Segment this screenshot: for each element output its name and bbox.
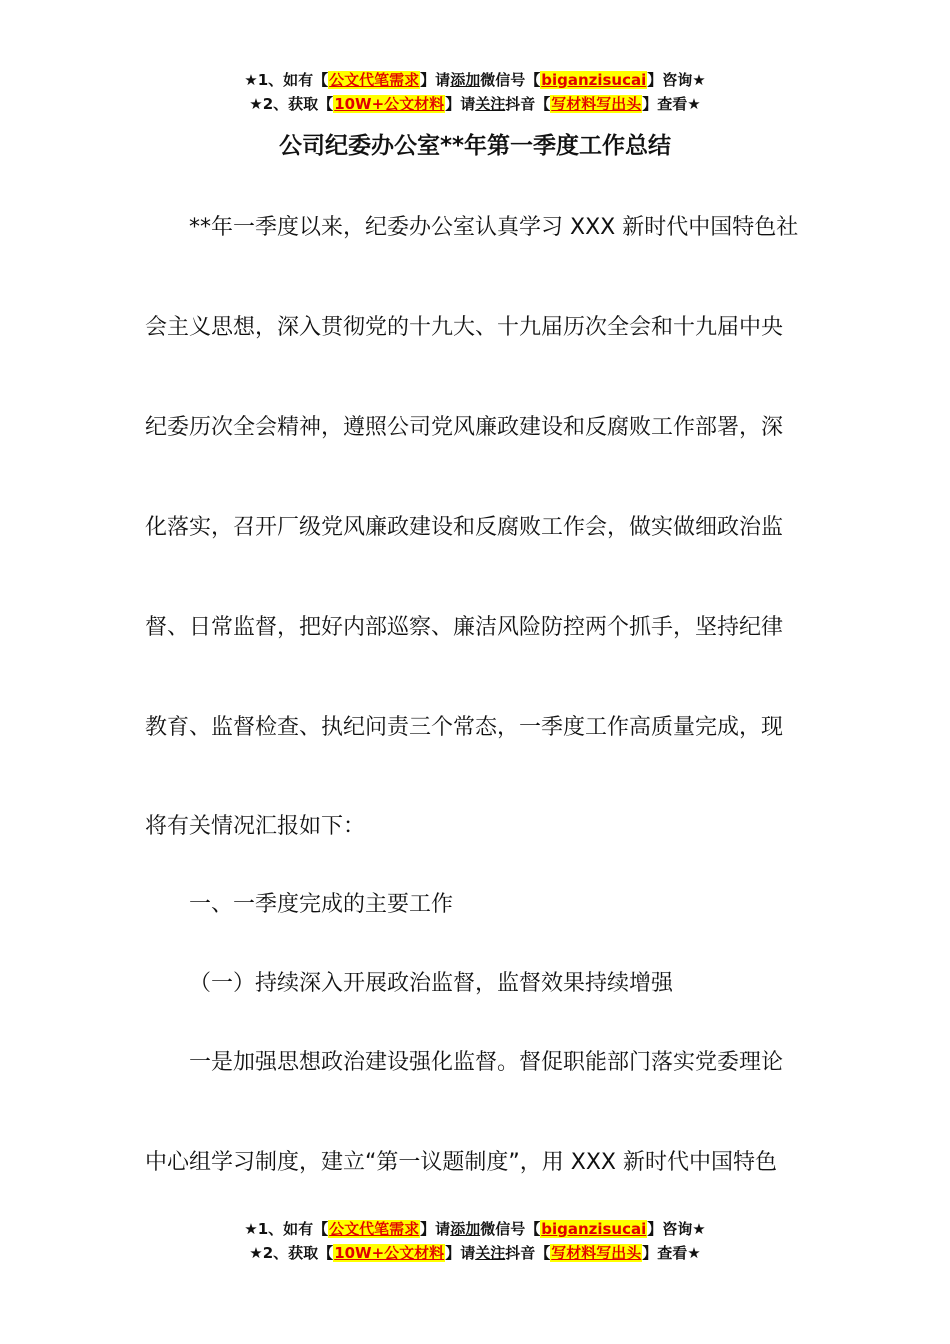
banner-line-1 [0, 1217, 950, 1241]
banner-text: 】请 [445, 95, 476, 113]
body-line: 纪委历次全会精神，遵照公司党风廉政建设和反腐败工作部署，深 [145, 415, 784, 440]
banner-text: 】咨询★ [647, 71, 706, 89]
banner-wechat-id: biganzisucai [541, 1220, 647, 1238]
banner-text: 】查看★ [642, 95, 701, 113]
banner-line-2 [0, 92, 950, 116]
banner-text: ★2、获取【 [249, 95, 334, 113]
footer-banner [0, 1217, 950, 1265]
banner-text: ★1、如有【 [244, 1220, 329, 1238]
body-line: 中心组学习制度，建立“第一议题制度”，用 XXX 新时代中国特色 [145, 1150, 777, 1175]
body-line: 一是加强思想政治建设强化监督。督促职能部门落实党委理论 [189, 1050, 784, 1075]
body-line: 督、日常监督，把好内部巡察、廉洁风险防控两个抓手，坚持纪律 [145, 615, 784, 640]
banner-wechat-id: biganzisucai [541, 71, 647, 89]
header-banner [0, 68, 950, 116]
banner-text: 微信号【 [480, 71, 541, 89]
banner-douyin-id: 写材料写出头 [551, 1244, 642, 1262]
banner-text: 微信号【 [480, 1220, 541, 1238]
banner-line-2 [0, 1241, 950, 1265]
banner-highlight: 公文代笔需求 [329, 71, 420, 89]
body-line: 将有关情况汇报如下： [145, 814, 366, 839]
banner-text: 】查看★ [642, 1244, 701, 1262]
banner-underlined: 添加 [450, 71, 481, 89]
banner-highlight: 10W+公文材料 [334, 95, 445, 113]
banner-line-1 [0, 68, 950, 92]
section-heading: 一、一季度完成的主要工作 [189, 892, 454, 917]
body-line: 化落实，召开厂级党风廉政建设和反腐败工作会，做实做细政治监 [145, 515, 784, 540]
banner-highlight: 公文代笔需求 [329, 1220, 420, 1238]
document-title: 公司纪委办公室**年第一季度工作总结 [278, 133, 672, 159]
banner-underlined: 添加 [450, 1220, 481, 1238]
body-line: **年一季度以来，纪委办公室认真学习 XXX 新时代中国特色社 [189, 215, 799, 240]
banner-text: 抖音【 [505, 1244, 551, 1262]
banner-underlined: 关注 [475, 1244, 506, 1262]
banner-text: 】请 [420, 71, 451, 89]
banner-douyin-id: 写材料写出头 [551, 95, 642, 113]
subsection-heading: （一）持续深入开展政治监督，监督效果持续增强 [189, 971, 674, 996]
banner-underlined: 关注 [475, 95, 506, 113]
body-line: 教育、监督检查、执纪问责三个常态，一季度工作高质量完成，现 [145, 715, 784, 740]
banner-text: ★2、获取【 [249, 1244, 334, 1262]
banner-text: 抖音【 [505, 95, 551, 113]
banner-text: 】请 [420, 1220, 451, 1238]
banner-text: ★1、如有【 [244, 71, 329, 89]
banner-highlight: 10W+公文材料 [334, 1244, 445, 1262]
banner-text: 】咨询★ [647, 1220, 706, 1238]
banner-text: 】请 [445, 1244, 476, 1262]
body-line: 会主义思想，深入贯彻党的十九大、十九届历次全会和十九届中央 [145, 315, 784, 340]
